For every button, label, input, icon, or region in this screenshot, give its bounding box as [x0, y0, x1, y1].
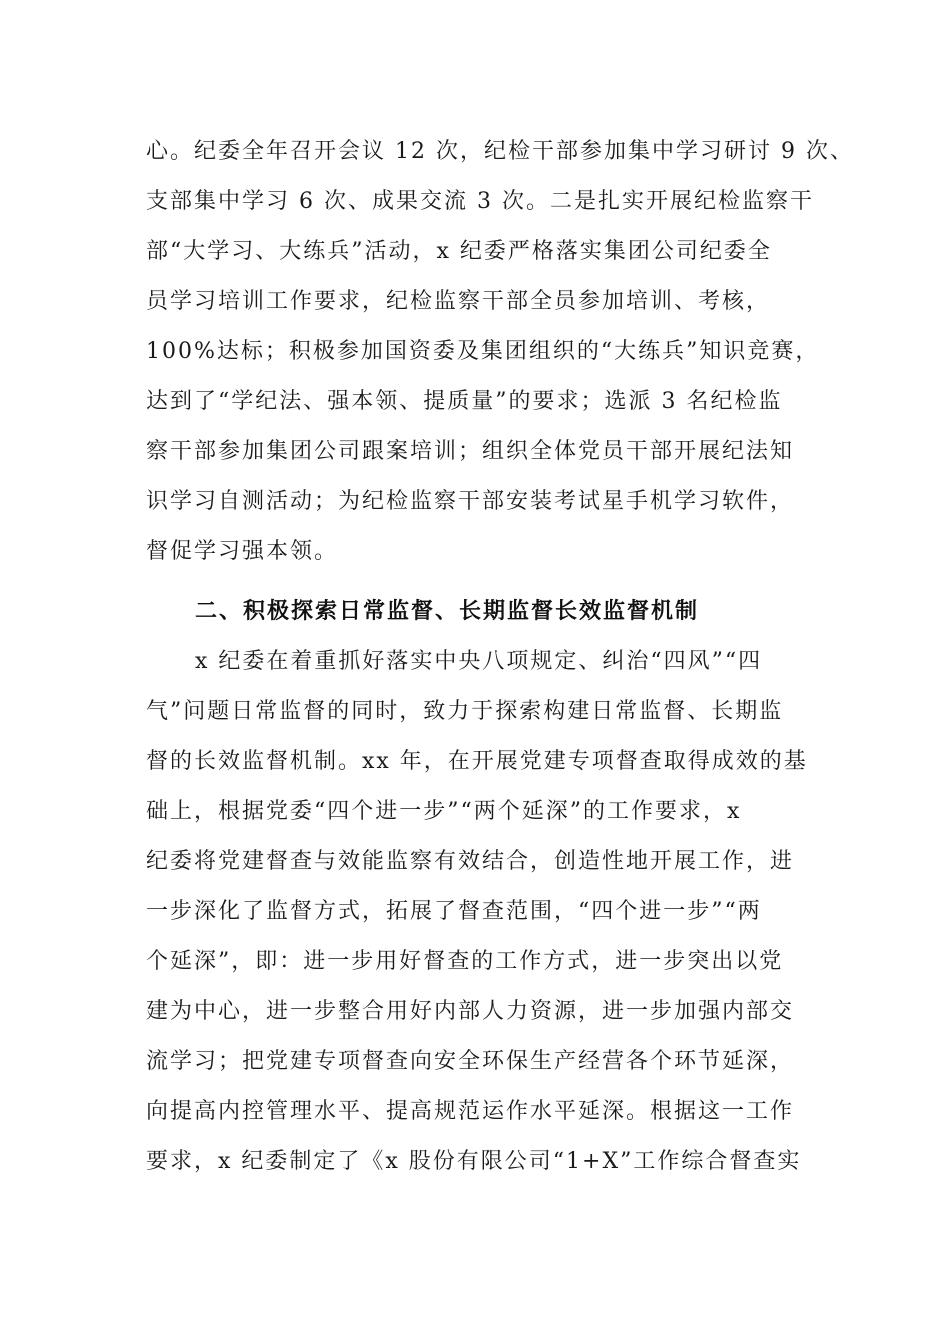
paragraph-line: 一步深化了监督方式，拓展了督查范围，“四个进一步”“两: [146, 899, 762, 924]
paragraph-line: 员学习培训工作要求，纪检监察干部全员参加培训、考核，: [146, 289, 771, 314]
paragraph-line: 督的长效监督机制。xx 年，在开展党建专项督查取得成效的基: [146, 749, 808, 774]
paragraph-line: 支部集中学习 6 次、成果交流 3 次。二是扎实开展纪检监察干: [146, 189, 814, 214]
paragraph-line: 100%达标；积极参加国资委及集团组织的“大练兵”知识竞赛，: [146, 339, 820, 364]
paragraph-line: 流学习；把党建专项督查向安全环保生产经营各个环节延深，: [146, 1049, 795, 1074]
paragraph-line: 督促学习强本领。: [146, 539, 339, 564]
paragraph-line: 个延深”，即：进一步用好督查的工作方式，进一步突出以党: [146, 949, 784, 974]
section-heading: 二、积极探索日常监督、长期监督长效监督机制: [195, 599, 700, 624]
paragraph-line: 向提高内控管理水平、提高规范运作水平延深。根据这一工作: [146, 1099, 795, 1124]
paragraph-line: 气”问题日常监督的同时，致力于探索构建日常监督、长期监: [146, 699, 784, 724]
paragraph-line: 达到了“学纪法、强本领、提质量”的要求；选派 3 名纪检监: [146, 389, 783, 414]
paragraph-line: 识学习自测活动；为纪检监察干部安装考试星手机学习软件，: [146, 489, 795, 514]
paragraph-line: 建为中心，进一步整合用好内部人力资源，进一步加强内部交: [146, 999, 795, 1024]
paragraph-line: 心。纪委全年召开会议 12 次，纪检干部参加集中学习研讨 9 次、: [146, 139, 854, 164]
paragraph-line: x 纪委在着重抓好落实中央八项规定、纠治“四风”“四: [195, 649, 763, 674]
paragraph-line: 部“大学习、大练兵”活动，x 纪委严格落实集团公司纪委全: [146, 239, 772, 264]
paragraph-line: 察干部参加集团公司跟案培训；组织全体党员干部开展纪法知: [146, 439, 795, 464]
paragraph-line: 础上，根据党委“四个进一步”“两个延深”的工作要求，x: [146, 799, 742, 824]
paragraph-line: 要求，x 纪委制定了《x 股份有限公司“1+X”工作综合督查实: [146, 1149, 802, 1174]
paragraph-line: 纪委将党建督查与效能监察有效结合，创造性地开展工作，进: [146, 849, 795, 874]
